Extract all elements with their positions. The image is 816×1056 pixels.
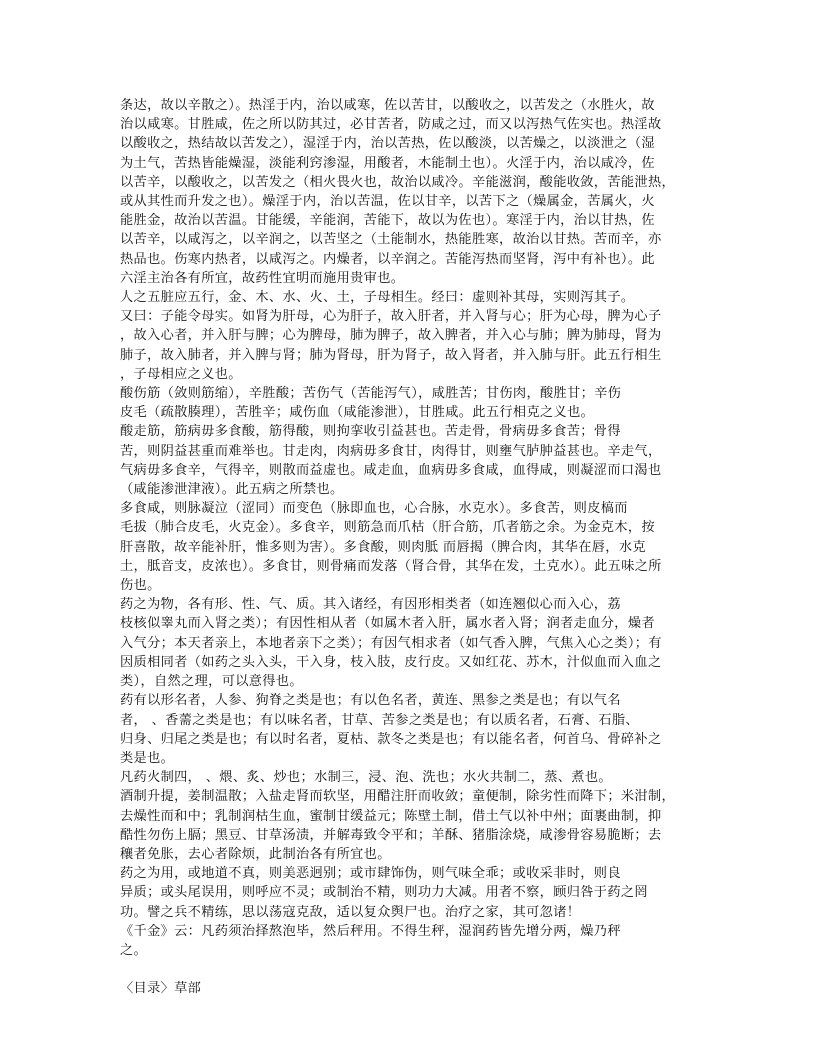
text-line: 之。: [120, 942, 148, 958]
text-line: 酷性勿伤上膈；黑豆、甘草汤渍，并解毒致令平和；羊酥、猪脂涂烧，咸渗骨容易脆断；去: [120, 827, 662, 843]
text-line: 治以咸寒。甘胜咸，佐之所以防其过，必甘苦者，防咸之过，而又以泻热气佐实也。热淫故: [120, 117, 662, 133]
document-page: [120, 96, 700, 999]
text-line: 枝核似睾丸而入肾之类）；有因性相从者（如属木者入肝，属水者入肾；润者走血分，燥者: [120, 616, 655, 632]
paragraph: [120, 422, 700, 499]
text-line: 酸走筋，筋病毋多食酸，筋得酸，则拘挛收引益甚也。苦走骨，骨病毋多食苦；骨得: [120, 424, 621, 440]
text-line: 药有以形名者，人参、狗脊之类是也；有以色名者，黄连、黑参之类是也；有以气名: [120, 693, 621, 709]
paragraph: [120, 787, 700, 864]
text-line: 或从其性而升发之也）。燥淫于内，治以苦温，佐以甘辛，以苦下之（燥属金，苦属火，火: [120, 194, 655, 210]
text-line: 以苦辛，以酸收之，以苦发之（相火畏火也，故治以咸冷。辛能滋润，酸能收敛，苦能泄热，: [120, 174, 676, 190]
paragraph: [120, 768, 700, 787]
text-line: 以苦辛，以咸泻之，以辛润之，以苦坚之（土能制水，热能胜寒，故治以甘热。苦而辛，亦: [120, 232, 662, 248]
paragraph: [120, 595, 700, 691]
paragraph: [120, 499, 700, 595]
text-line: 人之五脏应五行，金、木、水、火、土，子母相生。经曰：虚则补其母，实则泻其子。: [120, 290, 635, 306]
text-line: 穰者免胀，去心者除烦，此制治各有所宜也。: [120, 846, 391, 862]
paragraph: [120, 96, 700, 288]
paragraph: [120, 864, 700, 922]
paragraph: [120, 691, 700, 768]
text-line: 肺子，故入肺者，并入脾与肾；肺为肾母，肝为肾子，故入肾者，并入肺与肝。此五行相生: [120, 347, 662, 363]
text-line: 土，胝音支，皮浓也）。多食甘，则骨痛而发落（肾合骨，其华在发，土克水）。此五味之所: [120, 558, 662, 574]
text-line: 酒制升提，姜制温散；入盐走肾而软坚，用醋注肝而收敛；童便制，除劣性而降下；米泔制，: [120, 789, 676, 805]
text-line: 皮毛（疏散腠理），苦胜辛；咸伤血（咸能渗泄），甘胜咸。此五行相克之义也。: [120, 405, 595, 421]
text-line: 凡药火制四， 、煨、炙、炒也；水制三，浸、泡、洗也；水火共制二，蒸、煮也。: [120, 770, 612, 786]
document-body: [120, 96, 700, 960]
text-line: 《千金》云：凡药须治择熬泡毕，然后秤用。不得生秤，湿润药皆先增分两，燥乃秤: [120, 923, 621, 939]
text-line: 多食咸，则脉凝泣（涩同）而变色（脉即血也，心合脉，水克水）。多食苦，则皮槁而: [120, 501, 628, 517]
text-line: 功。譬之兵不精练，思以荡寇克敌，适以复众舆尸也。治疗之家，其可忽诸！: [120, 904, 581, 920]
text-line: 类），自然之理，可以意得也。: [120, 674, 303, 690]
text-line: 肝喜散，故辛能补肝，惟多则为害）。多食酸，则肉胝 而唇揭（脾合肉，其华在唇，水克: [120, 539, 646, 555]
text-line: ，子母相应之义也。: [120, 366, 242, 382]
text-line: 异质；或头尾误用，则呼应不灵；或制治不精，则功力大减。用者不察，顾归咎于药之罔: [120, 885, 648, 901]
text-line: 为土气，苦热皆能燥湿，淡能利窍渗湿，用酸者，木能制土也）。火淫于内，治以咸冷，佐: [120, 155, 655, 171]
text-line: ，故入心者，并入肝与脾；心为脾母，肺为脾子，故入脾者，并入心与肺；脾为肺母，肾为: [120, 328, 662, 344]
text-line: 六淫主治各有所宜，故药性宜明而施用贵审也。: [120, 270, 405, 286]
text-line: 去燥性而和中；乳制润枯生血，蜜制甘缓益元；陈壁土制，借土气以补中州；面裹曲制，抑: [120, 808, 662, 824]
text-line: 者， 、香薷之类是也；有以味名者，甘草、苦参之类是也；有以质名者，石膏、石脂、: [120, 712, 639, 728]
text-line: 以酸收之，热结故以苦发之），湿淫于内，治以苦热，佐以酸淡，以苦燥之，以淡泄之（湿: [120, 136, 655, 152]
text-line: 热品也。伤寒内热者，以咸泻之。内燥者，以辛润之。苦能泻热而坚肾，泻中有补也）。此: [120, 251, 655, 267]
text-line: 条达，故以辛散之）。热淫于内，治以咸寒，佐以苦甘，以酸收之，以苦发之（水胜火，故: [120, 98, 655, 113]
text-line: 气病毋多食辛，气得辛，则散而益虚也。咸走血，血病毋多食咸，血得咸，则凝涩而口渴也: [120, 462, 662, 478]
text-line: （咸能渗泄津液）。此五病之所禁也。: [120, 482, 344, 498]
text-line: 苦，则阴益甚重而难举也。甘走肉，肉病毋多食甘，肉得甘，则壅气胪肿益甚也。辛走气，: [120, 443, 662, 459]
text-line: 能胜金，故治以苦温。甘能缓，辛能润，苦能下，故以为佐也）。寒淫于内，治以甘热，佐: [120, 213, 655, 229]
text-line: 酸伤筋（敛则筋缩），辛胜酸；苦伤气（苦能泻气），咸胜苦；甘伤肉，酸胜甘；辛伤: [120, 386, 622, 402]
spacer: [120, 960, 700, 979]
text-line: 伤也。: [120, 578, 161, 594]
text-line: 药之为物，各有形、性、气、质。其入诸经，有因形相类者（如连翘似心而入心，荔: [120, 597, 621, 613]
paragraph: [120, 922, 700, 960]
text-line: 入气分；本天者亲上，本地者亲下之类）；有因气相求者（如气香入脾，气焦入心之类）；有: [120, 635, 662, 651]
text-line: 类是也。: [120, 750, 175, 766]
text-line: 药之为用，或地道不真，则美恶迥别；或市肆饰伪，则气味全乖；或收采非时，则良: [120, 866, 621, 882]
paragraph: [120, 288, 700, 307]
text-line: 又曰：子能令母实。如肾为肝母，心为肝子，故入肝者，并入肾与心；肝为心母，脾为心子: [120, 309, 662, 325]
toc-link[interactable]: 〈目录〉草部: [120, 981, 202, 997]
paragraph: [120, 307, 700, 384]
text-line: 毛拔（肺合皮毛，火克金）。多食辛，则筋急而爪枯（肝合筋，爪者筋之余。为金克木，按: [120, 520, 655, 536]
text-line: 归身、归尾之类是也；有以时名者，夏枯、款冬之类是也；有以能名者，何首乌、骨碎补之: [120, 731, 662, 747]
text-line: 因质相同者（如药之头入头，干入身，枝入肢，皮行皮。又如红花、苏木，汁似血而入血之: [120, 654, 662, 670]
paragraph: [120, 384, 700, 422]
